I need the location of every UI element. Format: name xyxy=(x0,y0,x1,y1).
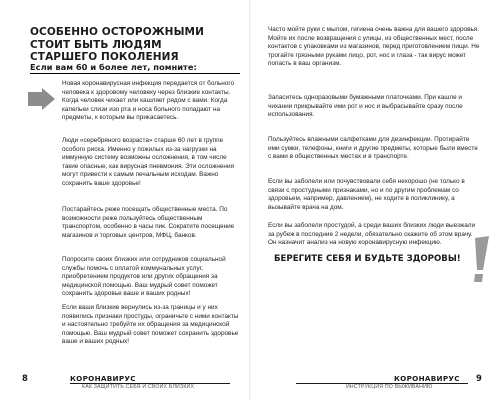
footer-brand: КОРОНАВИРУС xyxy=(394,374,460,383)
heading-rule xyxy=(30,73,240,74)
paragraph: Люди «серебряного возраста» старше 60 лет в группе особого риска. Именно у пожилых из-за нагрузки на иммунную систему возможны осложнения, в том числе такие опасные, как вирусная пневмония. Эти осложнения могут привести к самым печальным исходам. Важно сохранить ваше здоровье! xyxy=(62,137,234,187)
paragraph: Если ваши близкие вернулись из-за границы и у них появились признаки простуды, ограничьте с ними контакты и настоятельно требуйте их обращения за медицинской помощью. Ваш мудрый совет поможет сохранить здоровье ваше и ваших родных! xyxy=(62,304,239,345)
arrow-right-icon xyxy=(26,88,56,110)
paragraph: Если вы заболели или почувствовали себя нехорошо (не только в связи с простудными признаками, но и по другим проблемам со здоровьем, например, давлением), не ходите в поликлинику, а вызывайте врача на дом. xyxy=(268,178,465,211)
page-footer xyxy=(0,370,250,394)
paragraph: Запаситесь одноразовыми бумажными платочками. При кашле и чихании прикрывайте ими рот и нос и выбрасывайте сразу после использования. xyxy=(268,94,463,118)
heading-line: ОСОБЕННО ОСТОРОЖНЫМИ xyxy=(30,26,204,38)
heading-line: СТАРШЕГО ПОКОЛЕНИЯ xyxy=(30,51,179,63)
heading-line: СТОИТ БЫТЬ ЛЮДЯМ xyxy=(30,38,162,51)
exclamation-icon xyxy=(469,236,500,284)
page-footer xyxy=(250,370,500,394)
page-number: 9 xyxy=(476,373,482,383)
footer-subtitle: КАК ЗАЩИТИТЬ СЕБЯ И СВОИХ БЛИЗКИХ xyxy=(82,384,195,390)
page-number: 8 xyxy=(22,373,28,383)
paragraph: Новая коронавирусная инфекция передается от больного человека к здоровому человеку через близкие контакты. Когда человек чихает или кашляет рядом с вами. Когда капельки слизи изо рта и носа больного попадают на предметы, к которым вы прикасаетесь. xyxy=(62,80,235,121)
slogan: БЕРЕГИТЕ СЕБЯ И БУДЬТЕ ЗДОРОВЫ! xyxy=(274,254,461,264)
footer-subtitle: ИНСТРУКЦИЯ ПО ВЫЖИВАНИЮ xyxy=(346,384,433,390)
subheading: Если вам 60 и более лет, помните: xyxy=(30,62,197,72)
right-page xyxy=(250,0,500,400)
paragraph: Если вы заболели простудой, а среди ваших близких люди выезжали за рубеж в последние 2 недели, обязательно скажите об этом врачу. Он назначит анализ на новую коронавирусную инфекцию. xyxy=(268,222,476,246)
paragraph: Попросите своих близких или сотрудников социальной службы помочь с оплатой коммунальных услуг, приобретением продуктов или других обращения за медицинской помощью. Ваш мудрый совет поможет сохранить здоровье ваше и ваших родных! xyxy=(62,256,226,297)
paragraph: Часто мойте руки с мылом, гигиена очень важна для вашего здоровья. Мойте их после возвращения с улицы, из общественных мест, после контактов с упаковками из магазинов, перед приготовлением пищи. Не трогайте грязными руками лицо, рот, нос и глаза - так вирус может попасть в ваш организм. xyxy=(268,26,480,67)
page-heading xyxy=(30,26,230,64)
paragraph: Постарайтесь реже посещать общественные места. По возможности реже пользуйтесь общественным транспортом, особенно в часы пик. Сократите посещение магазинов и торговых центров, МФЦ, банков. xyxy=(62,206,235,239)
footer-brand: КОРОНАВИРУС xyxy=(70,374,136,383)
paragraph: Пользуйтесь влажными салфетками для дезинфекции. Протирайте ими сумки, телефоны, книги и другие предметы, которые были вместе с вами в общественных местах и в транспорте. xyxy=(268,136,478,160)
